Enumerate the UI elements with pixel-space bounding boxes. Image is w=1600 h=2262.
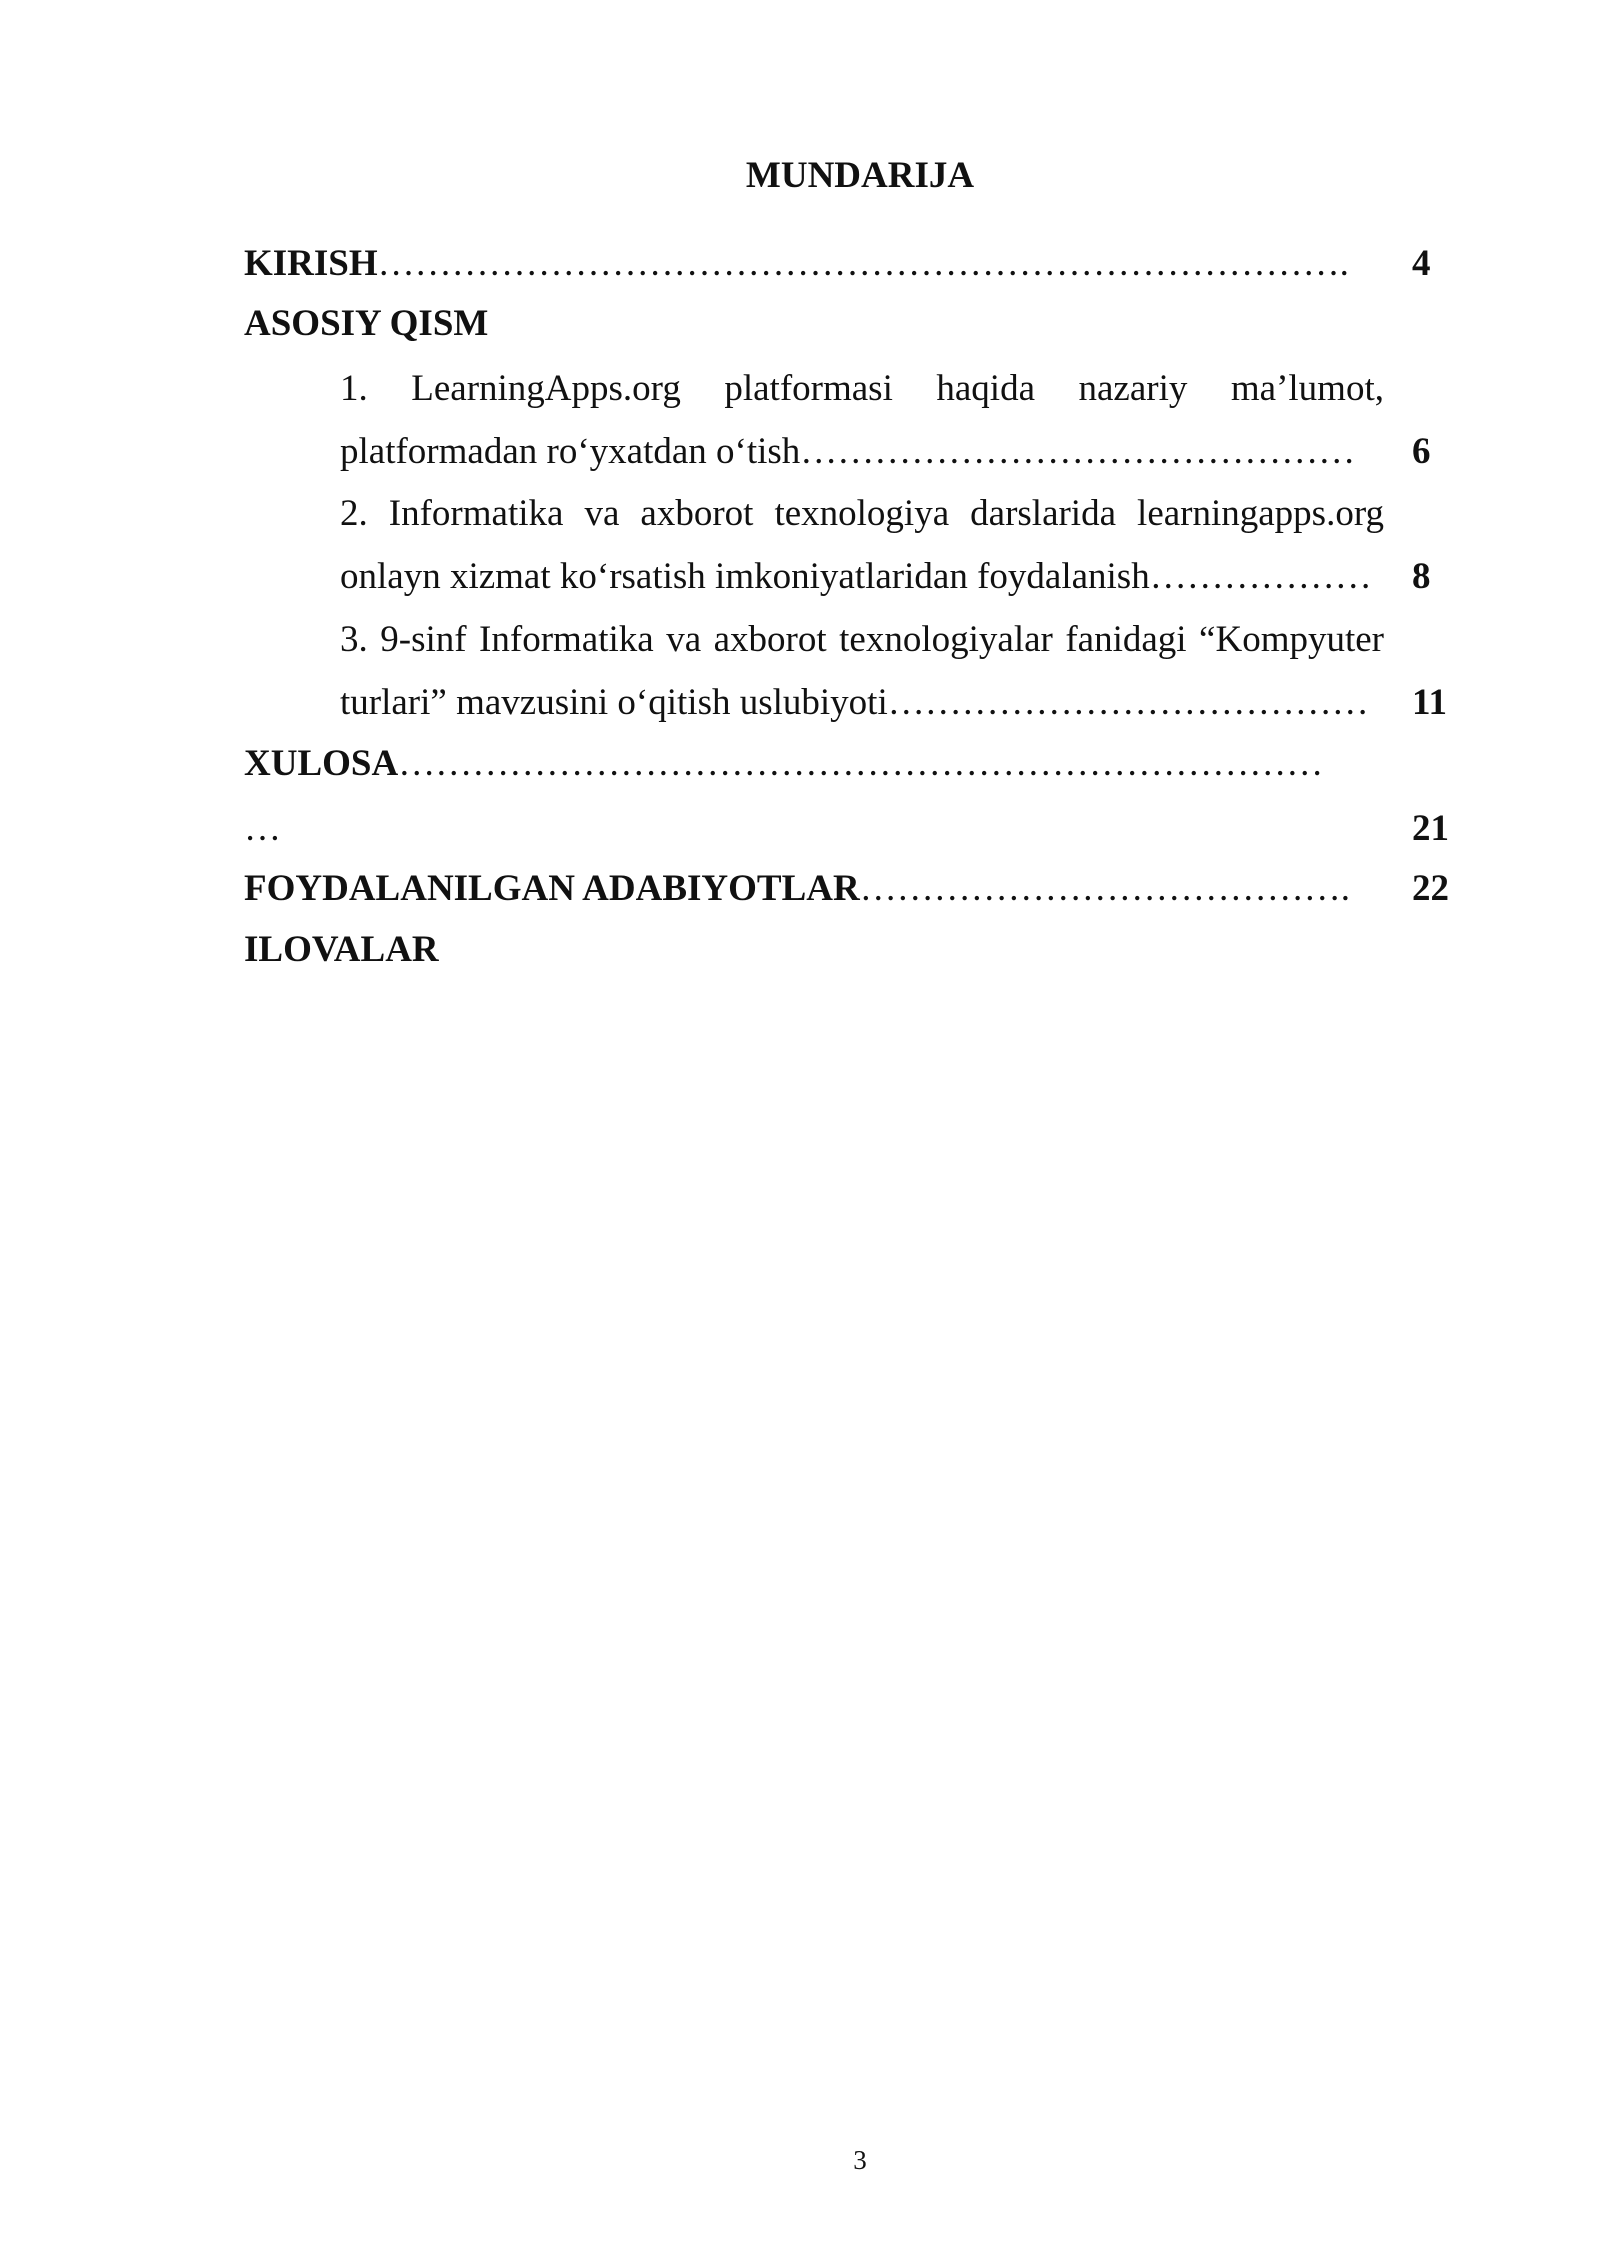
toc-entry-xulosa-leader: …………………………………………………………………	[398, 743, 1324, 784]
toc-subentry-1-line1: 1. LearningApps.org platformasi haqida nazariy ma’lumot,	[340, 368, 1384, 409]
page-number: 3	[853, 2145, 867, 2175]
toc-entry-kirish-page: 4	[1412, 243, 1431, 284]
toc-entry-xulosa-continuation: …	[244, 808, 281, 849]
toc-subentry-1-line2: platformadan ro‘yxatdan o‘tish………………………………………	[340, 431, 1356, 472]
toc-entry-foydalanilgan-leader: ………………………………….	[859, 868, 1350, 909]
toc-subentry-3-line1: 3. 9-sinf Informatika va axborot texnologiyalar fanidagi “Kompyuter	[340, 619, 1384, 660]
toc-entry-foydalanilgan-adabiyotlar	[244, 865, 1350, 913]
toc-entry-foydalanilgan-page: 22	[1412, 868, 1449, 909]
toc-entry-xulosa-label: XULOSA	[244, 743, 399, 784]
toc-subentry-1-page: 6	[1412, 431, 1431, 472]
toc-entry-ilovalar: ILOVALAR	[244, 929, 439, 970]
toc-entry-foydalanilgan-label: FOYDALANILGAN ADABIYOTLAR	[244, 868, 860, 909]
toc-entry-asosiy-qism: ASOSIY QISM	[244, 303, 489, 344]
toc-entry-kirish-label: KIRISH	[244, 243, 378, 284]
toc-entry-kirish-leader: …………………………………………………………………….	[377, 243, 1349, 284]
toc-entry-xulosa	[244, 740, 1323, 788]
toc-subentry-3-page: 11	[1412, 682, 1447, 723]
toc-subentry-2-line2: onlayn xizmat ko‘rsatish imkoniyatlaridan foydalanish………………	[340, 556, 1372, 597]
toc-subentry-2-line1: 2. Informatika va axborot texnologiya darslarida learningapps.org	[340, 493, 1384, 534]
toc-title: MUNDARIJA	[745, 155, 975, 196]
toc-entry-kirish	[244, 240, 1349, 288]
toc-entry-xulosa-page: 21	[1412, 808, 1449, 849]
toc-subentry-2-page: 8	[1412, 556, 1431, 597]
toc-subentry-3-line2: turlari” mavzusini o‘qitish uslubiyoti…………………………………	[340, 682, 1369, 723]
